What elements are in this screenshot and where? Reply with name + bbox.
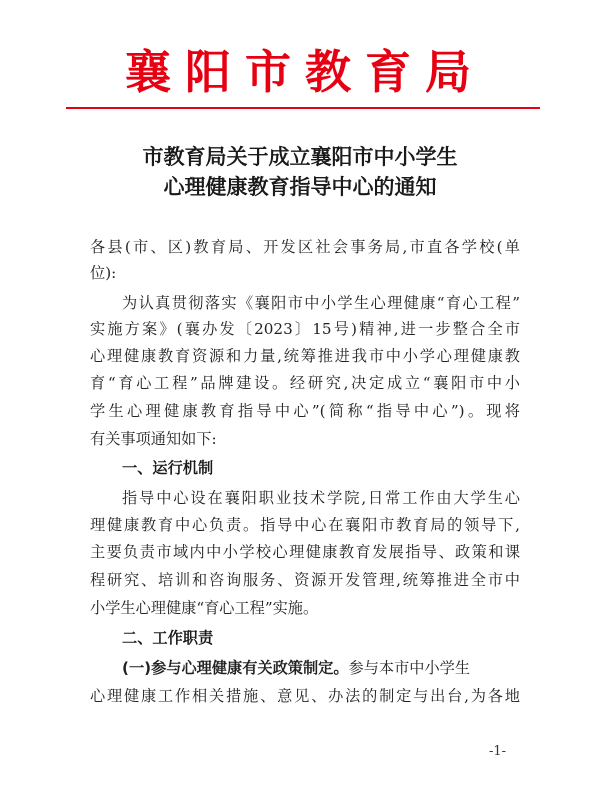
item-1-text: 参与本市中小学生 [348, 659, 471, 677]
paragraph-2-line: 理健康教育中心负责。指导中心在襄阳市教育局的领导下, [90, 516, 520, 534]
paragraph-1-line: 实施方案》(襄办发〔2023〕15号)精神,进一步整合全市 [90, 320, 520, 338]
item-1-title: (一)参与心理健康有关政策制定。 [122, 659, 349, 677]
item-1-line [122, 657, 520, 679]
section-1-heading: 一、运行机制 [122, 459, 214, 477]
notice-title-line-2: 心理健康教育指导中心的通知 [163, 175, 437, 199]
section-2-heading: 二、工作职责 [122, 629, 214, 647]
recipient-line-2: 位): [90, 264, 117, 282]
paragraph-1-line: 有关事项通知如下: [90, 430, 217, 448]
paragraph-2-line: 指导中心设在襄阳职业技术学院,日常工作由大学生心 [122, 489, 520, 507]
paragraph-2-line: 小学生心理健康“育心工程”实施。 [90, 599, 319, 617]
recipient-line-1: 各县(市、区)教育局、开发区社会事务局,市直各学校(单 [90, 238, 520, 256]
notice-title-line-1: 市教育局关于成立襄阳市中小学生 [142, 145, 458, 169]
paragraph-2-line: 程研究、培训和咨询服务、资源开发管理,统筹推进全市中 [90, 571, 520, 589]
paragraph-3-line: 心理健康工作相关措施、意见、办法的制定与出台,为各地 [90, 687, 520, 705]
paragraph-1-line: 育“育心工程”品牌建设。经研究,决定成立“襄阳市中小 [90, 374, 520, 392]
paragraph-1-line: 学生心理健康教育指导中心”(简称“指导中心”)。现将 [90, 402, 520, 420]
masthead-red-rule [66, 107, 540, 109]
page-number: -1- [488, 744, 506, 759]
masthead-title: 襄阳市教育局 [125, 45, 485, 99]
paragraph-1-line: 心理健康教育资源和力量,统筹推进我市中小学心理健康教 [90, 347, 520, 365]
paragraph-1-line: 为认真贯彻落实《襄阳市中小学生心理健康“育心工程” [122, 294, 520, 312]
paragraph-2-line: 主要负责市域内中小学校心理健康教育发展指导、政策和课 [90, 543, 520, 561]
